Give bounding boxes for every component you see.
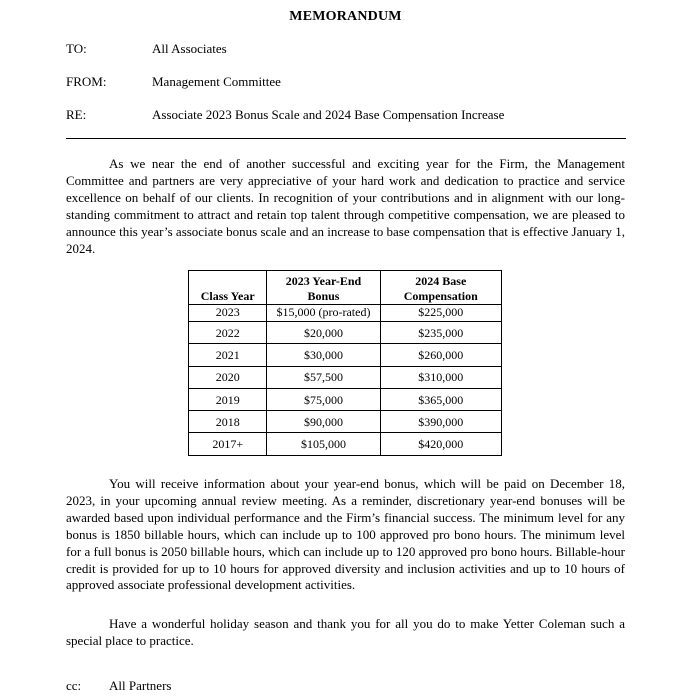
table-header-row — [189, 271, 502, 305]
cell-compensation: $260,000 — [380, 344, 501, 366]
table-row — [189, 388, 502, 410]
cell-year: 2017+ — [189, 433, 267, 455]
bonus-info-paragraph: You will receive information about your year-end bonus, which will be paid on December 18, 2023, in your upcoming annual review meeting. As a reminder, discretionary year-end bonuses will be awarded based upon individual performance and the Firm’s financial success. The minimum level for any bonus is 1850 billable hours, which can include up to 100 approved pro bono hours. The minimum level for a full bonus is 2050 billable hours, which can include up to 120 approved pro bono hours. Billable-hour credit is provided for up to 10 hours for approved diversity and inclusion activities and up to 10 hours of approved associate professional development activities. — [66, 476, 625, 593]
from-value: Management Committee — [152, 74, 281, 89]
table-row — [189, 322, 502, 344]
cell-bonus: $57,500 — [267, 366, 380, 388]
header-class-year-label: Class Year — [200, 289, 255, 303]
cell-year: 2020 — [189, 366, 267, 388]
table-row — [189, 366, 502, 388]
cell-bonus: $30,000 — [267, 344, 380, 366]
intro-paragraph: As we near the end of another successful and exciting year for the Firm, the Management Committee and partners are very appreciative of your hard work and dedication to practice and service excellence on behalf of our clients. In recognition of your contributions and in alignment with our long-standing commitment to attract and retain top talent through competitive compensation, we are pleased to announce this year’s associate bonus scale and an increase to base compensation that is effective January 1, 2024. — [66, 156, 625, 256]
re-value: Associate 2023 Bonus Scale and 2024 Base Compensation Increase — [152, 107, 505, 122]
cell-compensation: $390,000 — [380, 411, 501, 433]
cell-year: 2019 — [189, 388, 267, 410]
to-label: TO: — [66, 41, 87, 56]
cell-compensation: $420,000 — [380, 433, 501, 455]
header-bonus-label: 2023 Year-End Bonus — [285, 274, 362, 303]
table-row — [189, 411, 502, 433]
cell-bonus: $105,000 — [267, 433, 380, 455]
header-class-year — [189, 271, 267, 305]
closing-paragraph: Have a wonderful holiday season and thank you for all you do to make Yetter Coleman such a special place to practice. — [66, 616, 625, 648]
cell-compensation: $225,000 — [380, 305, 501, 322]
table-row — [189, 344, 502, 366]
table-row — [189, 305, 502, 322]
cc-value: All Partners — [109, 678, 172, 693]
from-label: FROM: — [66, 74, 107, 89]
cell-year: 2022 — [189, 322, 267, 344]
cell-bonus: $20,000 — [267, 322, 380, 344]
cell-compensation: $235,000 — [380, 322, 501, 344]
table-row — [189, 433, 502, 455]
header-bonus — [267, 271, 380, 305]
memo-title: MEMORANDUM — [289, 9, 402, 24]
cell-bonus: $75,000 — [267, 388, 380, 410]
cc-label: cc: — [66, 678, 82, 693]
header-compensation-label: 2024 Base Compensation — [403, 274, 478, 303]
re-label: RE: — [66, 107, 87, 122]
header-divider — [66, 138, 626, 139]
to-value: All Associates — [152, 41, 227, 56]
cell-compensation: $310,000 — [380, 366, 501, 388]
header-compensation — [380, 271, 501, 305]
cell-year: 2018 — [189, 411, 267, 433]
cell-year: 2021 — [189, 344, 267, 366]
cell-year: 2023 — [189, 305, 267, 322]
cell-bonus: $15,000 (pro-rated) — [267, 305, 380, 322]
cell-compensation: $365,000 — [380, 388, 501, 410]
bonus-table — [188, 270, 502, 456]
cell-bonus: $90,000 — [267, 411, 380, 433]
